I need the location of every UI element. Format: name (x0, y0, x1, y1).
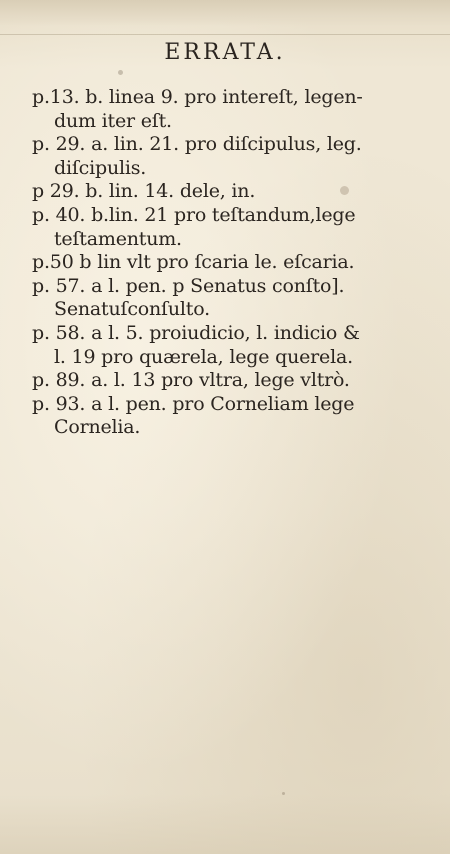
page-bottom-edge (0, 794, 450, 854)
ink-spot (118, 70, 123, 75)
page-top-edge (0, 0, 450, 26)
errata-line: p. 89. a. l. 13 pro vltra, lege vltrò. (32, 369, 350, 392)
errata-line: p 29. b. lin. 14. dele, in. (32, 180, 256, 203)
errata-line: p. 58. a l. 5. proiudicio, l. indicio & (32, 321, 360, 344)
errata-list (32, 86, 432, 440)
errata-line: p. 93. a l. pen. pro Corneliam lege (32, 392, 355, 415)
errata-line: dum iter eſt. (54, 109, 172, 132)
errata-line: diſcipulis. (54, 156, 147, 179)
errata-line: Cornelia. (54, 416, 141, 439)
page-title: ERRATA. (164, 40, 286, 65)
errata-line: teſtamentum. (54, 227, 182, 250)
errata-line: p. 40. b.lin. 21 pro teſtandum,lege (32, 203, 356, 226)
errata-line: p. 57. a l. pen. p Senatus conſto]. (32, 274, 345, 297)
errata-line: p.50 b lin vlt pro ſcaria le. eſcaria. (32, 251, 355, 274)
errata-line: Senatuſconſulto. (54, 298, 210, 321)
errata-line: l. 19 pro quærela, lege querela. (54, 345, 353, 368)
errata-line: p.13. b. linea 9. pro intereſt, legen- (32, 86, 363, 108)
page-fold-line (0, 34, 450, 35)
errata-line: p. 29. a. lin. 21. pro diſcipulus, leg. (32, 133, 362, 156)
